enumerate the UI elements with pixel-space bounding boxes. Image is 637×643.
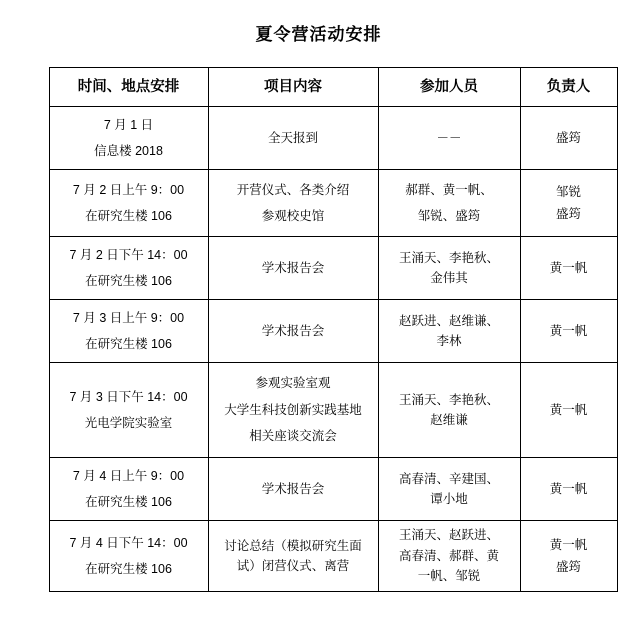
cell-line: 邹锐、盛筠 <box>417 208 481 223</box>
cell-line: 相关座谈交流会 <box>249 429 337 444</box>
column-header-owner: 负责人 <box>520 68 617 107</box>
column-header-time: 时间、地点安排 <box>49 68 208 107</box>
cell-content <box>208 300 378 363</box>
cell-owner <box>520 521 617 592</box>
cell-time <box>49 170 208 237</box>
cell-people <box>378 237 520 300</box>
cell-people <box>378 521 520 592</box>
cell-line: 盛筠 <box>555 130 581 145</box>
cell-owner <box>520 170 617 237</box>
cell-line: 王涌天、李艳秋、 <box>398 392 499 407</box>
cell-line: 7 月 2 日上午 9：00 <box>72 182 185 197</box>
table-row <box>49 170 617 237</box>
cell-line: 李林 <box>436 333 462 348</box>
cell-line: 高春清、辛建国、 <box>398 471 499 486</box>
cell-content <box>208 521 378 592</box>
cell-line: 7 月 2 日下午 14：00 <box>69 247 188 262</box>
cell-line: 黄一帆 <box>549 537 588 552</box>
cell-line: 在研究生楼 106 <box>85 494 172 509</box>
cell-people <box>378 170 520 237</box>
cell-people <box>378 300 520 363</box>
cell-people <box>378 107 520 170</box>
cell-line: －－ <box>436 130 462 145</box>
cell-line: 王涌天、李艳秋、 <box>398 250 499 265</box>
cell-line: 参观实验室观 <box>255 376 331 391</box>
cell-line: 学术报告会 <box>261 323 325 338</box>
cell-line: 大学生科技创新实践基地 <box>224 402 362 417</box>
cell-people <box>378 458 520 521</box>
cell-line: 7 月 3 日下午 14：00 <box>69 389 188 404</box>
cell-line: 高春清、郝群、黄 <box>398 548 499 563</box>
cell-line: 郝群、黄一帆、 <box>405 182 493 197</box>
cell-time <box>49 521 208 592</box>
cell-line: 试）闭营仪式、离营 <box>236 558 350 573</box>
cell-line: 赵跃进、赵维谦、 <box>398 313 499 328</box>
cell-line: 信息楼 2018 <box>94 143 163 158</box>
table-header-row <box>49 68 617 107</box>
cell-time <box>49 237 208 300</box>
cell-line: 全天报到 <box>267 130 318 145</box>
cell-line: 在研究生楼 106 <box>85 336 172 351</box>
document-page <box>0 20 637 643</box>
cell-content <box>208 363 378 458</box>
cell-owner <box>520 300 617 363</box>
cell-line: 在研究生楼 106 <box>85 273 172 288</box>
cell-line: 王涌天、赵跃进、 <box>398 528 499 543</box>
cell-line: 学术报告会 <box>261 260 325 275</box>
cell-line: 邹锐 <box>555 184 581 199</box>
cell-line: 在研究生楼 106 <box>85 208 172 223</box>
table-row <box>49 521 617 592</box>
cell-time <box>49 458 208 521</box>
cell-line: 黄一帆 <box>549 260 588 275</box>
cell-owner <box>520 237 617 300</box>
cell-line: 讨论总结（模拟研究生面 <box>224 538 362 553</box>
schedule-table-wrapper <box>49 67 589 592</box>
table-row <box>49 300 617 363</box>
cell-line: 学术报告会 <box>261 481 325 496</box>
table-header <box>49 68 617 107</box>
cell-time <box>49 107 208 170</box>
cell-line: 黄一帆 <box>549 323 588 338</box>
cell-line: 在研究生楼 106 <box>85 561 172 576</box>
cell-line: 金伟其 <box>430 270 468 285</box>
column-header-people: 参加人员 <box>378 68 520 107</box>
cell-time <box>49 300 208 363</box>
cell-line: 参观校史馆 <box>261 208 325 223</box>
cell-line: 7 月 4 日下午 14：00 <box>69 535 188 550</box>
cell-content <box>208 107 378 170</box>
table-row <box>49 363 617 458</box>
cell-content <box>208 237 378 300</box>
schedule-table <box>49 67 618 592</box>
cell-content <box>208 170 378 237</box>
cell-people <box>378 363 520 458</box>
page-title: 夏令营活动安排 <box>255 25 382 44</box>
table-row <box>49 107 617 170</box>
cell-line: 一帆、邹锐 <box>417 569 481 584</box>
cell-line: 开营仪式、各类介绍 <box>236 182 350 197</box>
cell-line: 7 月 3 日上午 9：00 <box>72 310 185 325</box>
cell-line: 黄一帆 <box>549 481 588 496</box>
cell-owner <box>520 363 617 458</box>
table-row <box>49 237 617 300</box>
cell-line: 赵维谦 <box>430 412 468 427</box>
column-header-content: 项目内容 <box>208 68 378 107</box>
table-body <box>49 107 617 592</box>
table-row <box>49 458 617 521</box>
cell-line: 盛筠 <box>555 206 581 221</box>
cell-line: 7 月 1 日 <box>103 117 154 132</box>
cell-line: 谭小地 <box>430 491 468 506</box>
cell-owner <box>520 107 617 170</box>
cell-line: 盛筠 <box>555 559 581 574</box>
cell-time <box>49 363 208 458</box>
cell-line: 7 月 4 日上午 9：00 <box>72 468 185 483</box>
cell-owner <box>520 458 617 521</box>
cell-content <box>208 458 378 521</box>
cell-line: 黄一帆 <box>549 402 588 417</box>
cell-line: 光电学院实验室 <box>84 415 173 430</box>
